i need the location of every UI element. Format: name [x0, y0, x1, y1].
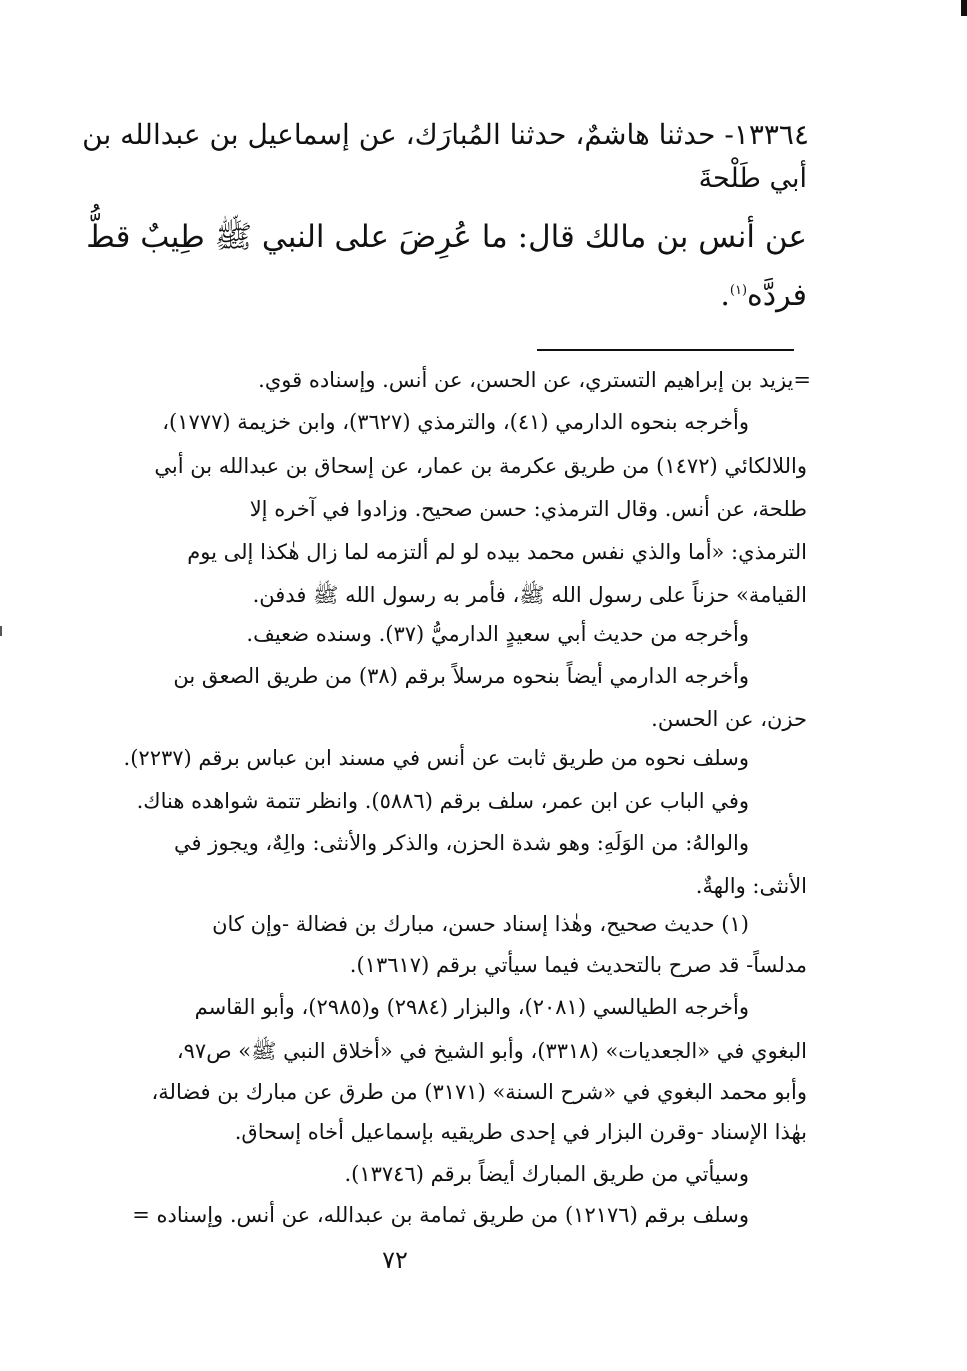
footnote-line: وأخرجه الدارمي أيضاً بنحوه مرسلاً برقم (٣٨) من طريق الصعق بن: [173, 664, 749, 688]
footnote-line: الأنثى: والهةٌ.: [695, 874, 807, 898]
footnote-line: (١) حديث صحيح، وهٰذا إسناد حسن، مبارك بن فضالة -وإن كان: [212, 912, 749, 936]
footnote-line: حزن، عن الحسن.: [651, 707, 807, 731]
scan-edge-mark: [0, 626, 2, 636]
footnote-line: وأخرجه من حديث أبي سعيدٍ الدارميُّ (٣٧). وسنده ضعيف.: [246, 622, 749, 646]
page-number: ٧٢: [382, 1246, 408, 1274]
footnote-line: والوالهُ: من الوَلَهِ: وهو شدة الحزن، والذكر والأنثى: والِهٌ، ويجوز في: [173, 831, 749, 855]
footnote-line: وأخرجه الطيالسي (٢٠٨١)، والبزار (٢٩٨٤) و(٢٩٨٥)، وأبو القاسم: [194, 995, 749, 1019]
footnote-line: وأخرجه بنحوه الدارمي (٤١)، والترمذي (٣٦٢٧)، وابن خزيمة (١٧٧٧)،: [162, 410, 749, 434]
footnote-line: وأبو محمد البغوي في «شرح السنة» (٣١٧١) من طرق عن مبارك بن فضالة،: [151, 1080, 807, 1104]
footnote-line: بهٰذا الإسناد -وقرن البزار في إحدى طريقيه بإسماعيل أخاه إسحاق.: [234, 1120, 807, 1144]
footnote-line: مدلساً- قد صرح بالتحديث فيما سيأتي برقم (١٣٦١٧).: [349, 953, 807, 977]
hadith-text: فردَّه: [747, 278, 807, 313]
hadith-line: ١٣٣٦٤- حدثنا هاشمٌ، حدثنا المُبارَك، عن إسماعيل بن عبدالله بن: [82, 118, 809, 151]
footnote-line: البغوي في «الجعديات» (٣٣١٨)، وأبو الشيخ في «أخلاق النبي ﷺ» ص٩٧،: [176, 1039, 807, 1063]
footnote-separator: [537, 349, 794, 351]
footnote-line: وسلف برقم (١٢١٧٦) من طريق ثمامة بن عبدالله، عن أنس. وإسناده =: [132, 1203, 749, 1227]
scan-edge-mark: [961, 0, 967, 16]
footnote-marker: (١): [729, 283, 748, 298]
hadith-line: عن أنس بن مالك قال: ما عُرِضَ على النبي ﷺ طِيبٌ قطُّ: [86, 219, 807, 255]
footnote-line: طلحة، عن أنس. وقال الترمذي: حسن صحيح. وزادوا في آخره إلا: [249, 497, 807, 521]
footnote-line: =يزيد بن إبراهيم التستري، عن الحسن، عن أنس. وإسناده قوي.: [258, 368, 811, 392]
footnote-line: واللالكائي (١٤٧٢) من طريق عكرمة بن عمار، عن إسحاق بن عبدالله بن أبي: [154, 454, 807, 478]
footnote-line: وسلف نحوه من طريق ثابت عن أنس في مسند ابن عباس برقم (٢٢٣٧).: [123, 746, 749, 770]
footnote-line: القيامة» حزناً على رسول الله ﷺ، فأمر به رسول الله ﷺ فدفن.: [252, 583, 807, 607]
hadith-line: [720, 278, 807, 313]
footnote-line: وسيأتي من طريق المبارك أيضاً برقم (١٣٧٤٦).: [344, 1162, 749, 1186]
hadith-line: أبي طَلْحةَ: [698, 163, 807, 194]
footnote-line: الترمذي: «أما والذي نفس محمد بيده لو لم ألتزمه لما زال هٰكذا إلى يوم: [187, 540, 807, 564]
hadith-text: .: [720, 278, 730, 313]
footnote-line: وفي الباب عن ابن عمر، سلف برقم (٥٨٨٦). وانظر تتمة شواهده هناك.: [136, 789, 749, 813]
